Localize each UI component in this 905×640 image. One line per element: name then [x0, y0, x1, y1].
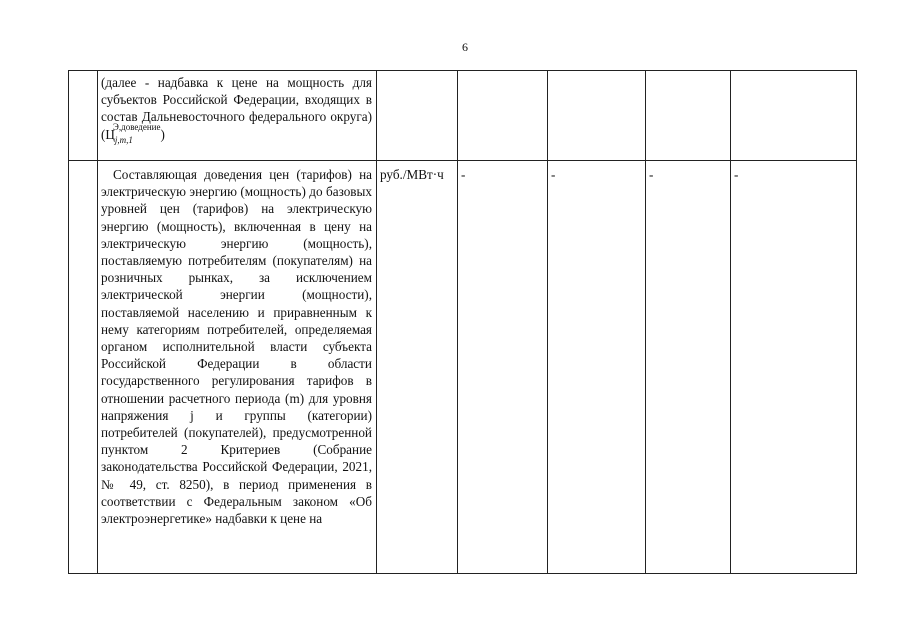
- price-symbol-superscript: Э,доведение: [112, 121, 161, 132]
- value-cell: [646, 71, 731, 161]
- value-cell: [548, 71, 646, 161]
- value-cell: -: [548, 161, 646, 574]
- description-cell: [98, 71, 377, 161]
- price-symbol-close: ): [160, 126, 165, 142]
- value-cell: [458, 71, 548, 161]
- unit-cell: руб./МВт·ч: [377, 161, 458, 574]
- row-number-cell: [69, 71, 98, 161]
- table-row: [69, 71, 857, 161]
- row-number-cell: [69, 161, 98, 574]
- value-cell: -: [646, 161, 731, 574]
- tariff-table: [68, 70, 857, 574]
- price-symbol-base: (Ц: [101, 126, 115, 142]
- value-cell: -: [731, 161, 857, 574]
- price-symbol-subscript: j,m,1: [114, 134, 133, 145]
- table-row: [69, 161, 857, 574]
- value-cell: -: [458, 161, 548, 574]
- page-number: 6: [462, 40, 468, 54]
- description-text: Составляющая доведения цен (тарифов) на электрическую энергию (мощность) до базовых уровней цен (тарифов) на электрическую энергию (мощность), включенная в цену на электрическую энергию (мощность), поставляемую потребителям (покупателям) на розничных рынках, за исключением электрической энергии (мощности), поставляемой населению и приравненным к нему категориям потребителей, определяемая органом исполнительной власти субъекта Российской Федерации в области государственного регулирования тарифов в отношении расчетного периода (m) для уровня напряжения j и группы (категории) потребителей (покупателей), предусмотренной пунктом 2 Критериев (Собрание законодательства Российской Федерации, 2021, № 49, ст. 8250), в период применения в соответствии с Федеральным законом «Об электроэнергетике» надбавки к цене на: [101, 167, 372, 527]
- unit-cell: [377, 71, 458, 161]
- value-cell: [731, 71, 857, 161]
- description-cell: [98, 161, 377, 574]
- price-symbol: [101, 121, 165, 145]
- description-text: (далее - надбавка к цене на мощность для субъектов Российской Федерации, входящих в состав Дальневосточного федерального округа): [101, 75, 372, 125]
